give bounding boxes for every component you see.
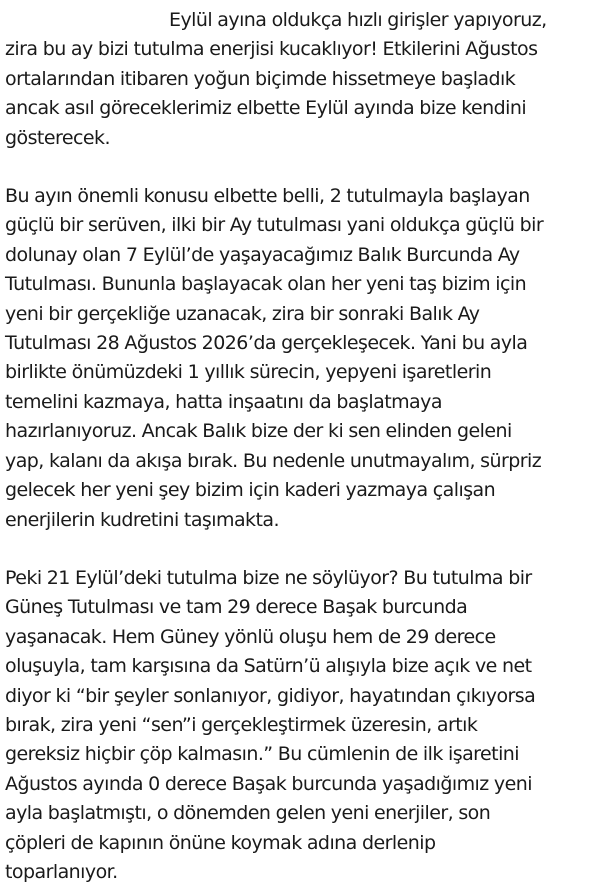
paragraph-line: Tutulması. Bununla başlayacak olan her yeni taş bizim için: [5, 273, 527, 296]
paragraph-spacer: [5, 535, 604, 564]
paragraph-line: yap, kalanı da akışa bırak. Bu nedenle unutmayalım, sürpriz: [5, 449, 542, 472]
paragraph-line: birlikte önümüzdeki 1 yıllık sürecin, yepyeni işaretlerin: [5, 361, 492, 384]
paragraph-spacer: [5, 153, 604, 182]
paragraph-line: gereksiz hiçbir çöp kalmasın.” Bu cümlenin de ilk işaretini: [5, 743, 520, 766]
paragraph-line: enerjilerin kudretini taşımakta.: [5, 508, 279, 531]
paragraph-line: gelecek her yeni şey bizim için kaderi yazmaya çalışan: [5, 479, 496, 502]
paragraph-line: gösterecek.: [5, 126, 110, 149]
paragraph-line: çöpleri de kapının önüne koymak adına derlenip: [5, 831, 436, 854]
paragraph-line: güçlü bir serüven, ilki bir Ay tutulması yani oldukça güçlü bir: [5, 214, 544, 237]
paragraph-eclipse-virgo: [5, 564, 604, 887]
paragraph-line: ayla başlatmıştı, o dönemden gelen yeni enerjiler, son: [5, 802, 491, 825]
paragraph-line: temelini kazmaya, hatta inşaatını da başlatmaya: [5, 390, 442, 413]
paragraph-line: yaşanacak. Hem Güney yönlü oluşu hem de 29 derece: [5, 625, 496, 648]
paragraph-line: yeni bir gerçekliğe uzanacak, zira bir sonraki Balık Ay: [5, 302, 480, 325]
paragraph-line: dolunay olan 7 Eylül’de yaşayacağımız Balık Burcunda Ay: [5, 243, 520, 266]
paragraph-intro: [5, 6, 604, 153]
paragraph-line: oluşuyla, tam karşısına da Satürn’ü alışıyla bize açık ve net: [5, 655, 532, 678]
paragraph-line: zira bu ay bizi tutulma enerjisi kucaklıyor! Etkilerini Ağustos: [5, 38, 538, 61]
paragraph-line: Eylül ayına oldukça hızlı girişler yapıyoruz,: [169, 9, 547, 31]
paragraph-line: Bu ayın önemli konusu elbette belli, 2 tutulmayla başlayan: [5, 185, 530, 208]
paragraph-line: toparlanıyor.: [5, 860, 118, 883]
paragraph-line: diyor ki “bir şeyler sonlanıyor, gidiyor, hayatından çıkıyorsa: [5, 684, 536, 707]
paragraph-line: Güneş Tutulması ve tam 29 derece Başak burcunda: [5, 596, 468, 619]
paragraph-line: ortalarından itibaren yoğun biçimde hissetmeye başladık: [5, 67, 516, 90]
paragraph-line: bırak, zira yeni “sen”i gerçekleştirmek üzeresin, artık: [5, 713, 478, 736]
paragraph-line: Peki 21 Eylül’deki tutulma bize ne söylüyor? Bu tutulma bir: [5, 566, 532, 589]
paragraph-line: hazırlanıyoruz. Ancak Balık bize der ki sen elinden geleni: [5, 420, 512, 443]
paragraph-line: ancak asıl göreceklerimiz elbette Eylül ayında bize kendini: [5, 97, 527, 120]
paragraph-line: Tutulması 28 Ağustos 2026’da gerçekleşecek. Yani bu ayla: [5, 332, 528, 355]
paragraph-eclipse-pisces: [5, 182, 604, 535]
paragraph-line: Ağustos ayında 0 derece Başak burcunda yaşadığımız yeni: [5, 772, 532, 795]
